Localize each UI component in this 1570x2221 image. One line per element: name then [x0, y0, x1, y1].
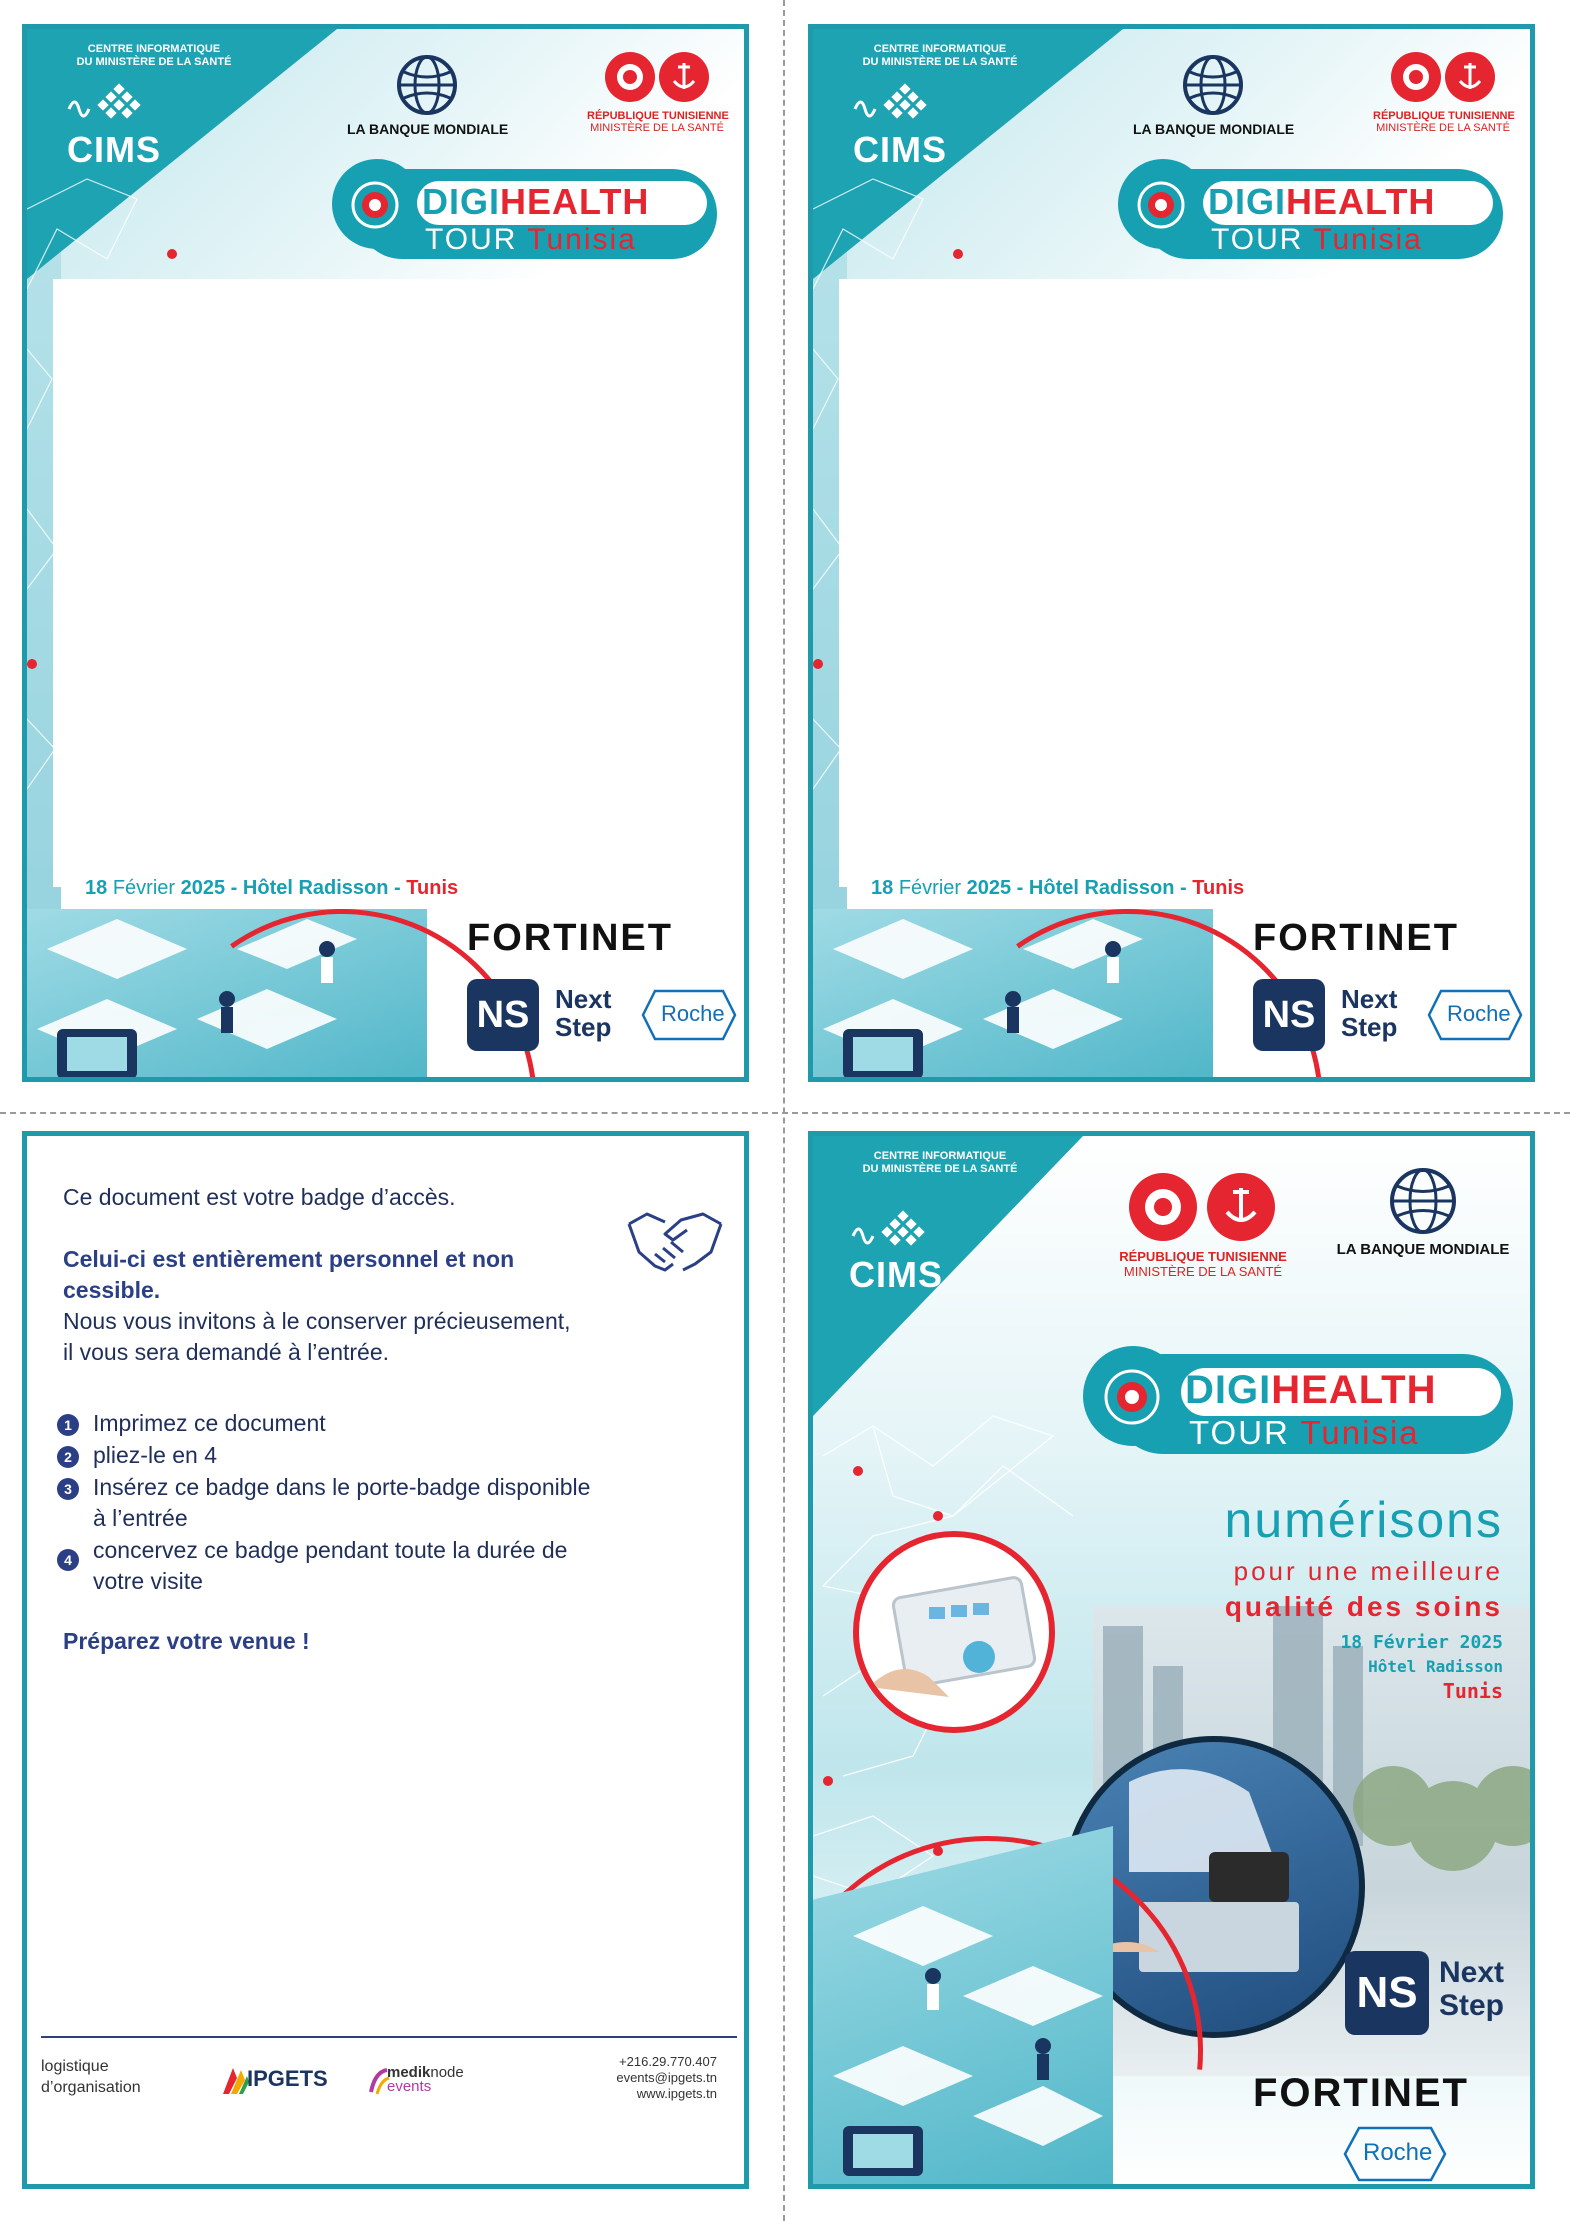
date-separator: -: [394, 877, 401, 899]
tour-text: TOUR: [1211, 223, 1304, 256]
date-separator: -: [1180, 877, 1187, 899]
node-text: node: [430, 2064, 464, 2081]
health-text: HEALTH: [1286, 181, 1436, 222]
personal-line1: Celui-ci est entièrement personnel et non: [63, 1246, 515, 1272]
intro-text: Ce document est votre badge d’accès.: [63, 1184, 456, 1210]
cims-subtitle: [835, 1150, 1045, 1176]
step-text: Insérez ce badge dans le porte-badge disponible: [93, 1474, 591, 1500]
tour-text: TOUR: [1189, 1414, 1290, 1451]
event-date-line: [871, 877, 1244, 900]
digihealth-title: [1185, 1368, 1436, 1413]
ns-text: NS: [1356, 1968, 1418, 2017]
tour-tunisia: [1211, 223, 1423, 257]
personal-text: [63, 1244, 514, 1306]
step-number: 4: [57, 1549, 79, 1571]
contact-info: [567, 2054, 717, 2102]
step-text: Step: [1341, 1012, 1398, 1042]
fold-line-horizontal: [0, 1112, 1570, 1114]
date-separator: -: [1016, 877, 1024, 899]
mediknode-logo: [387, 2066, 464, 2094]
roche-logo: Roche: [1363, 2139, 1433, 2166]
keep-line2: il vous sera demandé à l’entrée.: [63, 1339, 390, 1365]
tunisia-flag-icon: [1131, 175, 1191, 235]
date-month: Février: [898, 877, 962, 899]
tour-tunisia: [1189, 1414, 1420, 1452]
step-item: [57, 1408, 707, 1439]
red-dot: [813, 659, 823, 669]
cims-subtitle-line1: CENTRE INFORMATIQUE: [873, 43, 1007, 55]
fortinet-logo: FORTINET: [467, 917, 673, 959]
cover-card: [808, 1131, 1535, 2189]
medik-text: medik: [387, 2064, 431, 2081]
republic-label: RÉPUBLIQUE TUNISIENNE: [587, 110, 729, 122]
digihealth-title: [422, 181, 649, 223]
cims-subtitle-line1: CENTRE INFORMATIQUE: [873, 1150, 1007, 1162]
ns-text: NS: [476, 994, 530, 1036]
cims-logo-text: CIMS: [67, 129, 161, 170]
cims-diamond-icon: [67, 79, 147, 129]
world-bank-label: LA BANQUE MONDIALE: [1133, 121, 1295, 137]
slogan-qualite-des-soins: qualité des soins: [1224, 1591, 1503, 1622]
step-text: Step: [555, 1012, 612, 1042]
cims-subtitle-line2: DU MINISTÈRE DE LA SANTÉ: [76, 56, 232, 68]
step-text: concervez ce badge pendant toute la durée de: [93, 1537, 568, 1563]
photo-area: [839, 279, 1327, 887]
step-number: 2: [57, 1446, 79, 1468]
republic-label: RÉPUBLIQUE TUNISIENNE: [1119, 1249, 1287, 1264]
tour-text: TOUR: [425, 223, 518, 256]
handshake-icon: [625, 1208, 725, 1278]
footer-divider: [41, 2036, 737, 2038]
red-dot: [953, 249, 963, 259]
step-text: pliez-le en 4: [93, 1442, 218, 1468]
health-text: HEALTH: [500, 181, 650, 222]
republic-label: RÉPUBLIQUE TUNISIENNE: [1373, 110, 1515, 122]
date-year: 2025: [966, 877, 1012, 899]
slogan-pour-une-meilleure: pour une meilleure: [1233, 1556, 1503, 1586]
closing-text: Préparez votre venue !: [63, 1628, 310, 1654]
nextstep-label: [1341, 985, 1397, 1041]
events-text: events: [387, 2078, 432, 2095]
world-bank-logo: [347, 54, 507, 137]
instructions-card: [22, 1131, 749, 2189]
step-item: [57, 1472, 707, 1534]
event-date-line: [85, 877, 458, 900]
tablet-photo: [853, 1531, 1055, 1733]
step-item: [57, 1440, 707, 1471]
tunisia-flag-icon: [345, 175, 405, 235]
globe-icon: [1388, 1166, 1458, 1236]
next-text: Next: [1439, 1956, 1505, 1989]
cims-subtitle-line2: DU MINISTÈRE DE LA SANTÉ: [862, 56, 1018, 68]
next-text: Next: [1341, 984, 1398, 1014]
ns-text: NS: [1262, 994, 1316, 1036]
date-month: Février: [112, 877, 176, 899]
date-year: 2025: [180, 877, 226, 899]
roche-logo: Roche: [1447, 1001, 1511, 1026]
nextstep-ns-icon: [1253, 979, 1325, 1051]
cims-logo-text: CIMS: [849, 1254, 943, 1295]
tablet-hand-icon: [859, 1537, 1049, 1727]
cims-subtitle-line2: DU MINISTÈRE DE LA SANTÉ: [862, 1163, 1018, 1175]
step-text-cont: votre visite: [93, 1568, 203, 1594]
cover-date-block: [1193, 1631, 1503, 1703]
cover-date: 18 Février 2025: [1340, 1632, 1503, 1653]
tunisia-text: Tunisia: [1313, 223, 1423, 256]
cims-diamond-icon: [851, 1206, 931, 1256]
cover-venue: Hôtel Radisson: [1368, 1657, 1503, 1676]
event-venue: Hôtel Radisson: [242, 877, 389, 899]
personal-line2: cessible.: [63, 1277, 161, 1303]
globe-icon: [1182, 54, 1244, 116]
fortinet-logo: FORTINET: [1253, 2071, 1469, 2115]
badge-card-top-right: [808, 24, 1535, 1082]
world-bank-label: LA BANQUE MONDIALE: [347, 121, 509, 137]
next-text: Next: [555, 984, 612, 1014]
fold-line-vertical: [783, 0, 785, 2221]
contact-phone: +216.29.770.407: [619, 2054, 717, 2069]
digihealth-title: [1208, 181, 1435, 223]
logistics-line1: logistique: [41, 2058, 109, 2075]
tunisia-text: Tunisia: [527, 223, 637, 256]
cims-diamond-icon: [853, 79, 933, 129]
badge-card-top-left: [22, 24, 749, 1082]
step-text-cont: à l’entrée: [93, 1505, 188, 1531]
cims-logo-text: CIMS: [853, 129, 947, 170]
contact-email: events@ipgets.tn: [616, 2070, 717, 2085]
logistics-label: [41, 2056, 141, 2098]
date-separator: -: [230, 877, 238, 899]
red-dot: [167, 249, 177, 259]
tunisia-text: Tunisia: [1300, 1414, 1420, 1451]
ipgets-logo: IPGETS: [247, 2066, 328, 2091]
world-bank-logo: [1333, 1166, 1513, 1258]
logistics-line2: d’organisation: [41, 2079, 141, 2096]
tunisia-emblems-icon: [1125, 1170, 1281, 1244]
step-number: 3: [57, 1478, 79, 1500]
world-bank-label: LA BANQUE MONDIALE: [1336, 1241, 1510, 1258]
nextstep-ns-icon: [1345, 1951, 1429, 2035]
roche-logo: Roche: [661, 1001, 725, 1026]
tunisia-emblems-icon: [1388, 49, 1498, 105]
digi-text: DIGI: [1185, 1368, 1272, 1412]
contact-website: www.ipgets.tn: [636, 2086, 717, 2101]
cims-subtitle: [835, 43, 1045, 69]
photo-area: [53, 279, 541, 887]
fortinet-logo: FORTINET: [1253, 917, 1459, 959]
digi-text: DIGI: [1208, 181, 1287, 222]
step-text: Step: [1439, 1989, 1505, 2022]
ministry-label: MINISTÈRE DE LA SANTÉ: [1123, 1264, 1283, 1279]
ministry-label: MINISTÈRE DE LA SANTÉ: [1376, 122, 1510, 134]
republic-logo: [1113, 1170, 1293, 1279]
date-day: 18: [871, 877, 894, 899]
ipgets-logo-icon: [219, 2064, 249, 2098]
world-bank-logo: [1133, 54, 1293, 137]
slogan-numerisons: numérisons: [1224, 1492, 1503, 1548]
ministry-label: MINISTÈRE DE LA SANTÉ: [590, 122, 724, 134]
event-city: Tunis: [406, 877, 459, 899]
date-day: 18: [85, 877, 108, 899]
nextstep-label: [1439, 1956, 1504, 2022]
step-text: Imprimez ce document: [93, 1410, 326, 1436]
red-dot: [27, 659, 37, 669]
tunisia-emblems-icon: [602, 49, 712, 105]
globe-icon: [396, 54, 458, 116]
nextstep-ns-icon: [467, 979, 539, 1051]
tour-tunisia: [425, 223, 637, 257]
republic-logo: [1373, 49, 1513, 134]
red-dot: [933, 1511, 943, 1521]
cover-city: Tunis: [1442, 1679, 1503, 1703]
nextstep-label: [555, 985, 611, 1041]
red-dot: [823, 1776, 833, 1786]
cims-subtitle: [49, 43, 259, 69]
digi-text: DIGI: [422, 181, 501, 222]
cims-subtitle-line1: CENTRE INFORMATIQUE: [87, 43, 221, 55]
red-dot: [853, 1466, 863, 1476]
event-city: Tunis: [1192, 877, 1245, 899]
republic-logo: [587, 49, 727, 134]
health-text: HEALTH: [1271, 1368, 1437, 1412]
keep-text: [63, 1306, 571, 1368]
keep-line1: Nous vous invitons à le conserver précieusement,: [63, 1308, 571, 1334]
step-number: 1: [57, 1414, 79, 1436]
event-venue: Hôtel Radisson: [1028, 877, 1175, 899]
tunisia-flag-icon: [1097, 1362, 1167, 1432]
step-item: [57, 1535, 707, 1597]
